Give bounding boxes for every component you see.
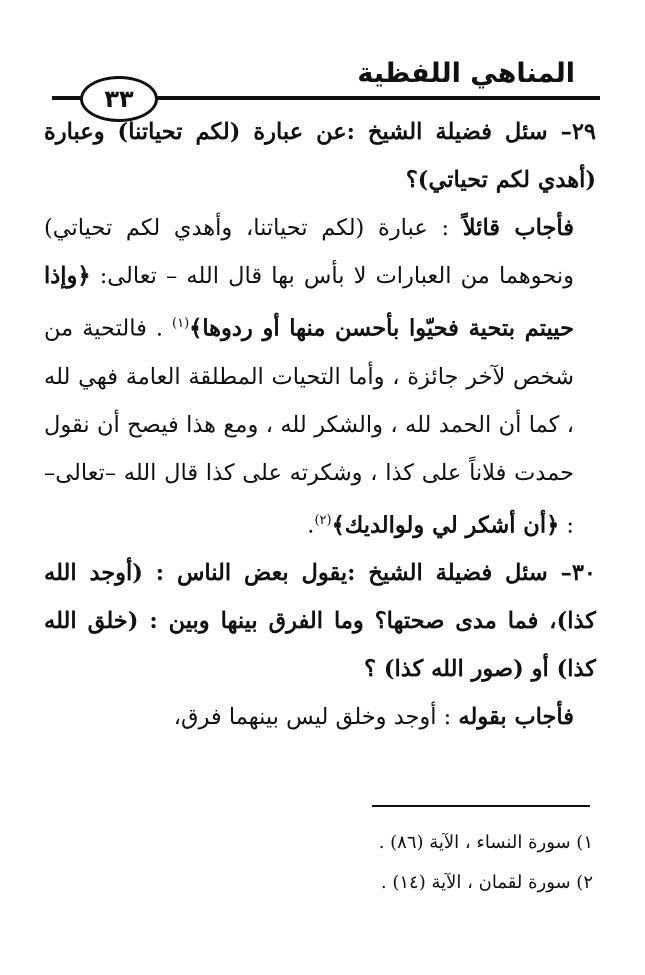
- footnote-divider: [372, 805, 590, 807]
- quran-verse-2: ﴿أن أشكر لي ولوالديك﴾: [331, 512, 560, 538]
- footnote-1: ١) سورة النساء ، الآية (٨٦) .: [378, 832, 593, 853]
- quran-verse-1: ﴿وإذا حييتم بتحية فحيّوا بأحسن منها أو ردوها﴾: [44, 263, 574, 342]
- running-header-title: المناهي اللفظية: [357, 58, 575, 89]
- footnotes: [379, 828, 593, 908]
- footnote-2: ٢) سورة لقمان ، الآية (١٤) .: [380, 872, 593, 893]
- answer-29-lead: فأجاب قائلاً: [462, 215, 574, 241]
- answer-29-part1: : عبارة (لكم تحياتنا، وأهدي لكم تحياتي) ونحوهما من العبارات لا بأس بها قال الله – تعالى:: [44, 215, 574, 289]
- answer-30-text: : أوجد وخلق ليس بينهما فرق،: [173, 704, 459, 730]
- question-30: ٣٠– سئل فضيلة الشيخ :يقول بعض الناس : (أوجد الله كذا)، فما مدى صحتها؟ وما الفرق بينها وبين : (خلق الله كذا) أو (صور الله كذا) ؟: [44, 560, 596, 682]
- page-number: ٣٣: [80, 76, 158, 122]
- answer-30: [44, 693, 596, 741]
- question-29: ٢٩– سئل فضيلة الشيخ :عن عبارة (لكم تحياتنا) وعبارة (أهدي لكم تحياتي)؟: [44, 119, 596, 193]
- footnote-ref-2: (٢): [314, 512, 332, 528]
- main-text: [44, 108, 596, 741]
- footnote-ref-1: (١): [172, 316, 190, 331]
- answer-29-end: .: [307, 512, 315, 538]
- answer-29-part2: . فالتحية من شخص لآخر جائزة ، وأما التحيات المطلقة العامة فهي لله ، كما أن الحمد لله ، والشكر لله ، ومع هذا فيصح أن نقول حمدت فلاناً على كذا ، وشكرته على كذا قال الله –تعالى– :: [44, 315, 574, 538]
- answer-29: [44, 204, 596, 549]
- header-rule-right: [140, 96, 600, 100]
- answer-30-lead: فأجاب بقوله: [458, 704, 574, 730]
